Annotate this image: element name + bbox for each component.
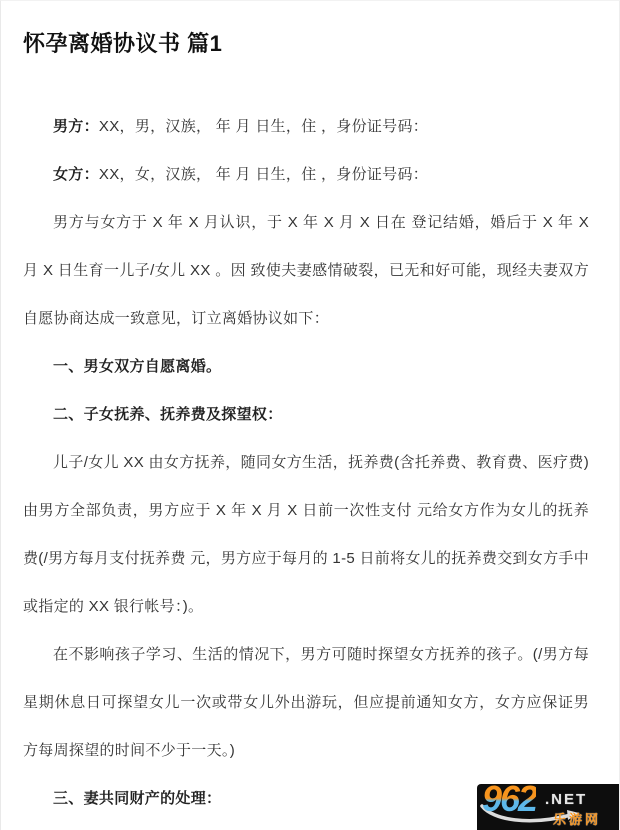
962net-watermark-logo — [477, 784, 619, 830]
paragraph-party-wife — [23, 151, 589, 199]
section-heading-1-voluntary-divorce: 一、男女双方自愿离婚。 — [53, 358, 222, 375]
husband-label: 男方： — [53, 118, 99, 135]
logo-site-name: 乐游网 — [553, 812, 602, 827]
section-heading-3-joint-property: 三、妻共同财产的处理： — [53, 790, 222, 807]
section-heading-2-child-custody: 二、子女抚养、抚养费及探望权： — [53, 406, 283, 423]
paragraph-party-husband — [23, 103, 589, 151]
paragraph-custody-support-terms: 儿子/女儿 XX 由女方抚养，随同女方生活，抚养费(含托养费、教育费、医疗费)由男方全部负责，男方应于 X 年 X 月 X 日前一次性支付 元给女方作为女儿的抚养费(/男方每月支付抚养费 元，男方应于每月的 1-5 日前将女儿的抚养费交到女方手中或指定的 XX 银行帐号：)。 — [23, 454, 589, 615]
husband-info-text: XX，男，汉族， 年 月 日生，住 ，身份证号码： — [98, 118, 429, 135]
document-content — [1, 1, 619, 823]
wife-label: 女方： — [53, 166, 99, 183]
paragraph-marriage-background: 男方与女方于 X 年 X 月认识，于 X 年 X 月 X 日在 登记结婚，婚后于 X 年 X 月 X 日生育一儿子/女儿 XX 。因 致使夫妻感情破裂，已无和好可能，现经夫妻双方自愿协商达成一致意见，订立离婚协议如下： — [23, 214, 589, 327]
logo-number: 962 — [482, 784, 536, 820]
wife-info-text: XX，女，汉族， 年 月 日生，住 ，身份证号码： — [98, 166, 429, 183]
logo-net-suffix: .NET — [545, 791, 588, 808]
document-title: 怀孕离婚协议书 篇1 — [23, 31, 223, 56]
paragraph-visitation-terms: 在不影响孩子学习、生活的情况下，男方可随时探望女方抚养的孩子。(/男方每星期休息日可探望女儿一次或带女儿外出游玩，但应提前通知女方，女方应保证男方每周探望的时间不少于一天。) — [23, 646, 589, 759]
